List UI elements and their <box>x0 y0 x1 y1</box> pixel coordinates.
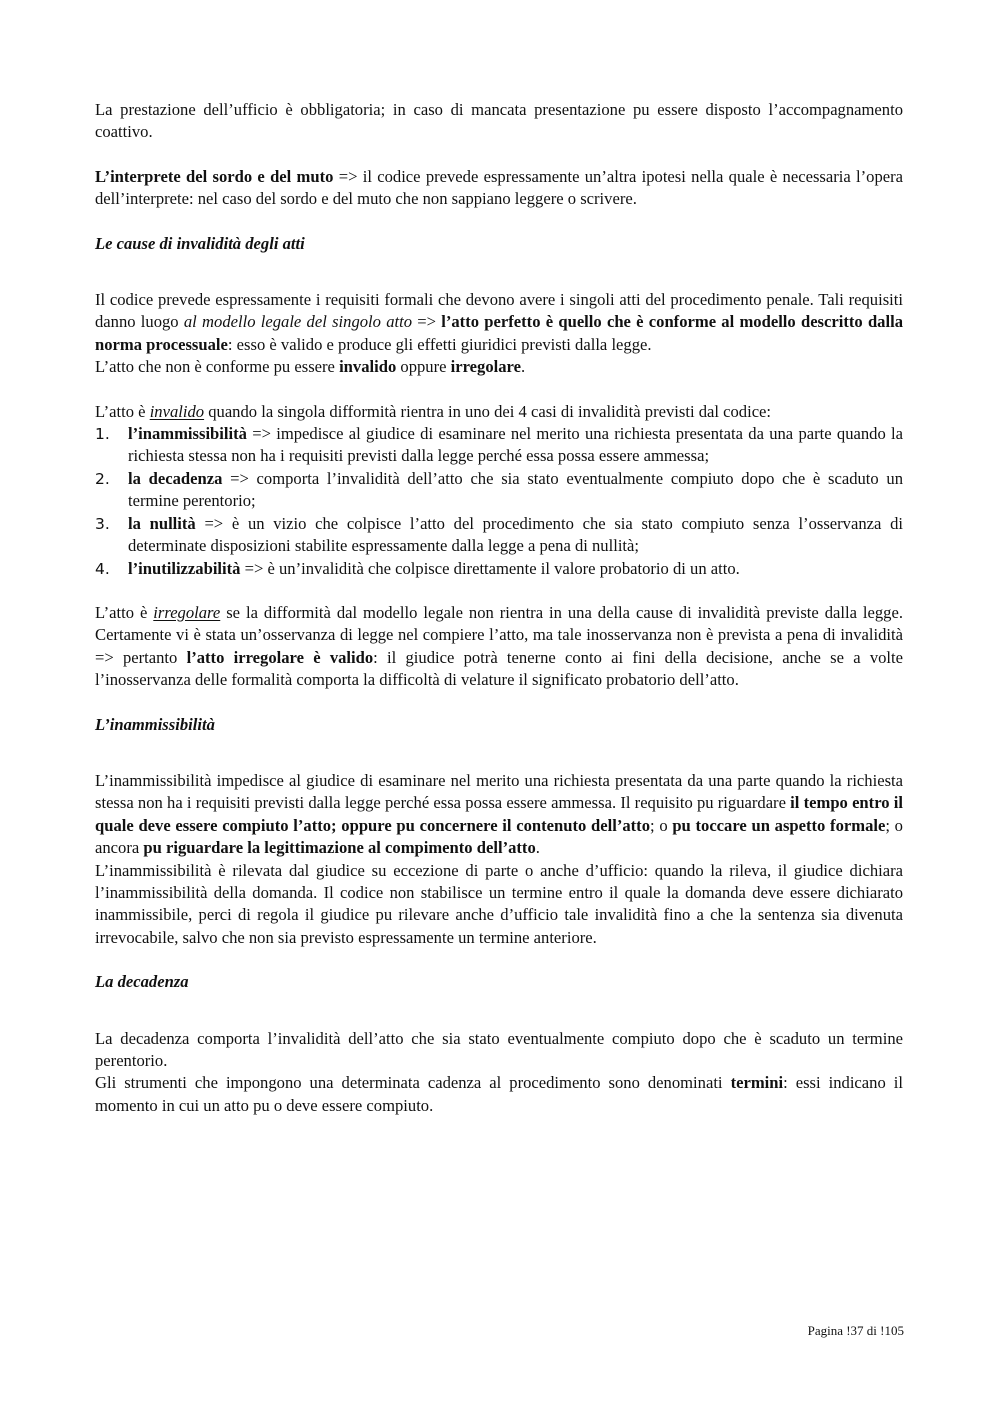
paragraph-invalido-irregolare: L’atto che non è conforme pu essere invalido oppure irregolare. <box>95 357 526 377</box>
paragraph-termini: Gli strumenti che impongono una determinata cadenza al procedimento sono denominati termini: essi indicano il momento in cui un atto pu o deve essere compiuto. <box>95 1073 903 1115</box>
paragraph-decadenza-definizione: La decadenza comporta l’invalidità dell’atto che sia stato eventualmente compiuto dopo che è scaduto un termine perentorio. <box>95 1028 903 1070</box>
list-item: 3. la nullità => è un vizio che colpisce l’atto del procedimento che sia stato compiuto senza l’osservanza di determinate disposizioni stabilite espressamente dalla legge a pena di nullità; <box>95 513 903 556</box>
list-item: 2. la decadenza => comporta l’invalidità dell’atto che sia stato eventualmente compiuto dopo che è scaduto un termine perentorio; <box>95 468 904 511</box>
list-item: 4. l’inutilizzabilità => è un’invalidità che colpisce direttamente il valore probatorio di un atto. <box>95 558 740 578</box>
bold-term: L’interprete del sordo e del muto <box>95 166 334 186</box>
section-heading-decadenza: La decadenza <box>95 972 189 992</box>
section-heading-cause-invalidita: Le cause di invalidità degli atti <box>95 233 305 253</box>
document-page <box>95 99 903 1117</box>
paragraph-inammissibilita-definizione: L’inammissibilità impedisce al giudice di esaminare nel merito una richiesta presentata da una parte quando la richiesta stessa non ha i requisiti previsti dalla legge perché essa possa essere ammessa. Il requisito pu riguardare il tempo entro il quale deve essere compiuto l’atto; oppure pu concernere il contenuto dell’atto; o pu toccare un aspetto formale; o ancora pu riguardare la legittimazione al compimento dell’atto. <box>95 770 903 858</box>
invalidity-cases-list <box>95 423 903 580</box>
paragraph-atto-invalido: L’atto è invalido quando la singola difformità rientra in uno dei 4 casi di invalidità previsti dal codice: <box>95 401 772 421</box>
paragraph-requisiti-formali: Il codice prevede espressamente i requisiti formali che devono avere i singoli atti del procedimento penale. Tali requisiti danno luogo al modello legale del singolo atto => l’atto perfetto è quello che è conforme al modello descritto dalla norma processuale: esso è valido e produce gli effetti giuridici previsti dalla legge. <box>95 290 903 354</box>
section-heading-inammissibilita: L’inammissibilità <box>95 714 215 734</box>
list-item: 1. l’inammissibilità => impedisce al giudice di esaminare nel merito una richiesta presentata da una parte quando la richiesta stessa non ha i requisiti previsti dalla legge perché essa possa essere ammessa; <box>95 424 903 466</box>
page-number-footer: Pagina !37 di !105 <box>807 1323 904 1338</box>
paragraph-atto-irregolare: L’atto è irregolare se la difformità dal modello legale non rientra in una della cause di invalidità previste dalla legge. Certamente vi è stata un’osservanza di legge nel compiere l’atto, ma tale inosservanza non è prevista a pena di invalidità => pertanto l’atto irregolare è valido: il giudice potrà tenerne conto ai fini della decisione, anche se a volte l’inosservanza delle formalità comporta la difficoltà di velature il significato probatorio dell’atto. <box>95 602 903 690</box>
paragraph-inammissibilita-rilevazione: L’inammissibilità è rilevata dal giudice su eccezione di parte o anche d’ufficio: quando la rileva, il giudice dichiara l’inammissibilità della domanda. Il codice non stabilisce un termine entro il quale la domanda deve essere dichiarato inammissibile, perci di regola il giudice pu rilevare anche d’ufficio tale invalidità fino a che la sentenza sia divenuta irrevocabile, salvo che non sia previsto espressamente un termine anteriore. <box>95 860 903 947</box>
paragraph-interprete: L’interprete del sordo e del muto => il codice prevede espressamente un’altra ipotesi nella quale è necessaria l’opera dell’interprete: nel caso del sordo e del muto che non sappiano leggere o scrivere. <box>95 166 903 209</box>
paragraph-prestazione: La prestazione dell’ufficio è obbligatoria; in caso di mancata presentazione pu essere disposto l’accompagnamento coattivo. <box>95 100 903 142</box>
